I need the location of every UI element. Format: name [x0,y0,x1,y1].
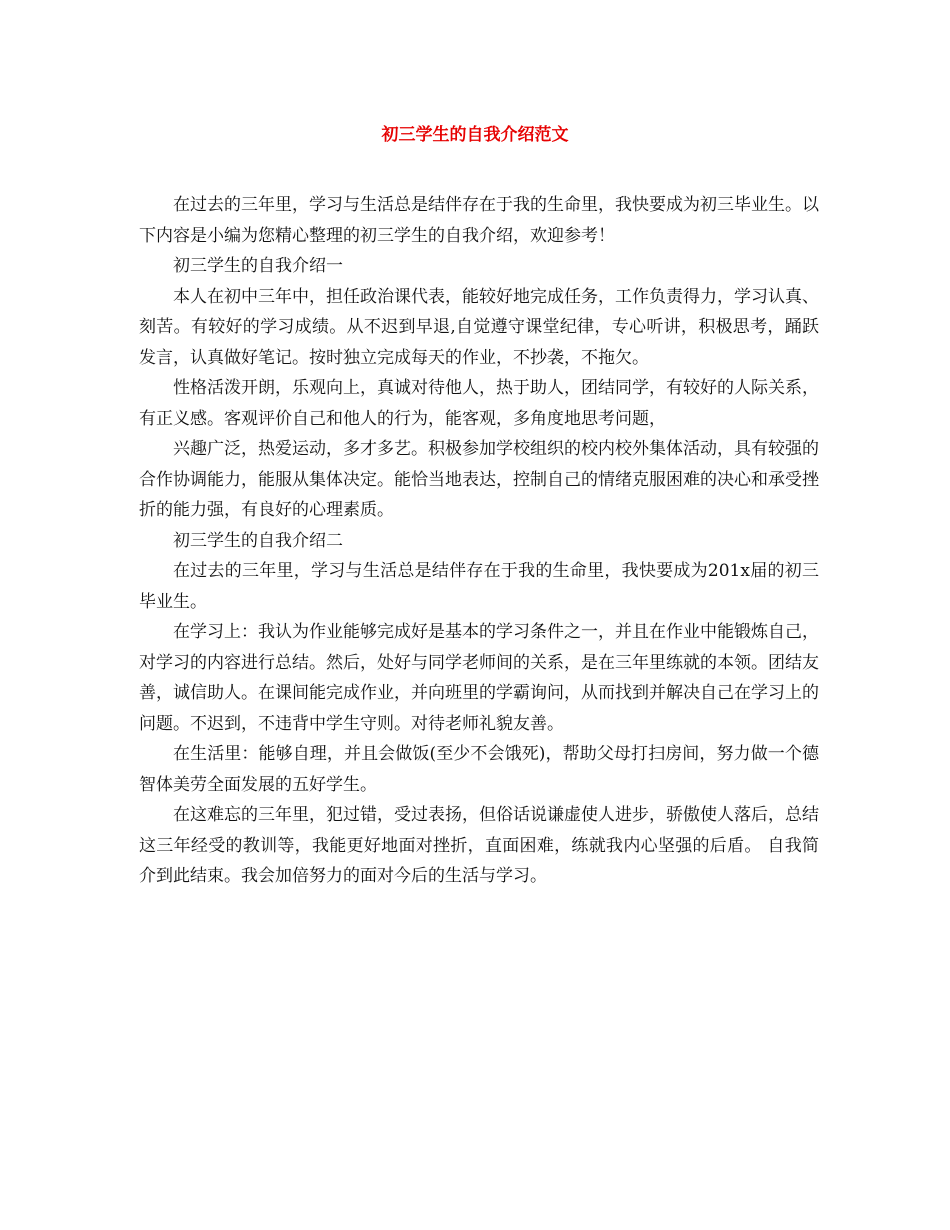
section-heading-one: 初三学生的自我介绍一 [173,256,343,276]
document-body [139,190,819,892]
body-paragraph: 性格活泼开朗，乐观向上，真诚对待他人，热于助人，团结同学，有较好的人际关系，有正义感。客观评价自己和他人的行为，能客观，多角度地思考问题， [139,378,819,429]
document-title: 初三学生的自我介绍范文 [381,125,569,145]
intro-paragraph: 在过去的三年里，学习与生活总是结伴存在于我的生命里，我快要成为初三毕业生。以下内容是小编为您精心整理的初三学生的自我介绍，欢迎参考！ [139,195,819,246]
closing-paragraph: 在这难忘的三年里，犯过错，受过表扬，但俗话说谦虚使人进步，骄傲使人落后，总结这三年经受的教训等，我能更好地面对挫折，直面困难，练就我内心坚强的后盾。 自我简介到此结束。我会加倍努力的面对今后的生活与学习。 [139,805,819,886]
body-paragraph: 在生活里：能够自理，并且会做饭(至少不会饿死)，帮助父母打扫房间，努力做一个德智体美劳全面发展的五好学生。 [139,744,819,795]
section-heading-two: 初三学生的自我介绍二 [173,530,343,551]
body-paragraph: 在学习上：我认为作业能够完成好是基本的学习条件之一，并且在作业中能锻炼自己，对学习的内容进行总结。然后，处好与同学老师间的关系，是在三年里练就的本领。团结友善，诚信助人。在课间能完成作业，并向班里的学霸询问，从而找到并解决自己在学习上的问题。不迟到，不违背中学生守则。对待老师礼貌友善。 [139,622,819,734]
body-paragraph: 兴趣广泛，热爱运动，多才多艺。积极参加学校组织的校内校外集体活动，具有较强的合作协调能力，能服从集体决定。能恰当地表达，控制自己的情绪克服困难的决心和承受挫折的能力强，有良好的心理素质。 [139,439,819,520]
body-paragraph: 本人在初中三年中，担任政治课代表，能较好地完成任务，工作负责得力，学习认真、刻苦。有较好的学习成绩。从不迟到早退,自觉遵守课堂纪律，专心听讲，积极思考，踊跃发言，认真做好笔记。按时独立完成每天的作业，不抄袭，不拖欠。 [139,286,819,368]
body-paragraph: 在过去的三年里，学习与生活总是结伴存在于我的生命里，我快要成为201x届的初三毕业生。 [139,561,819,612]
